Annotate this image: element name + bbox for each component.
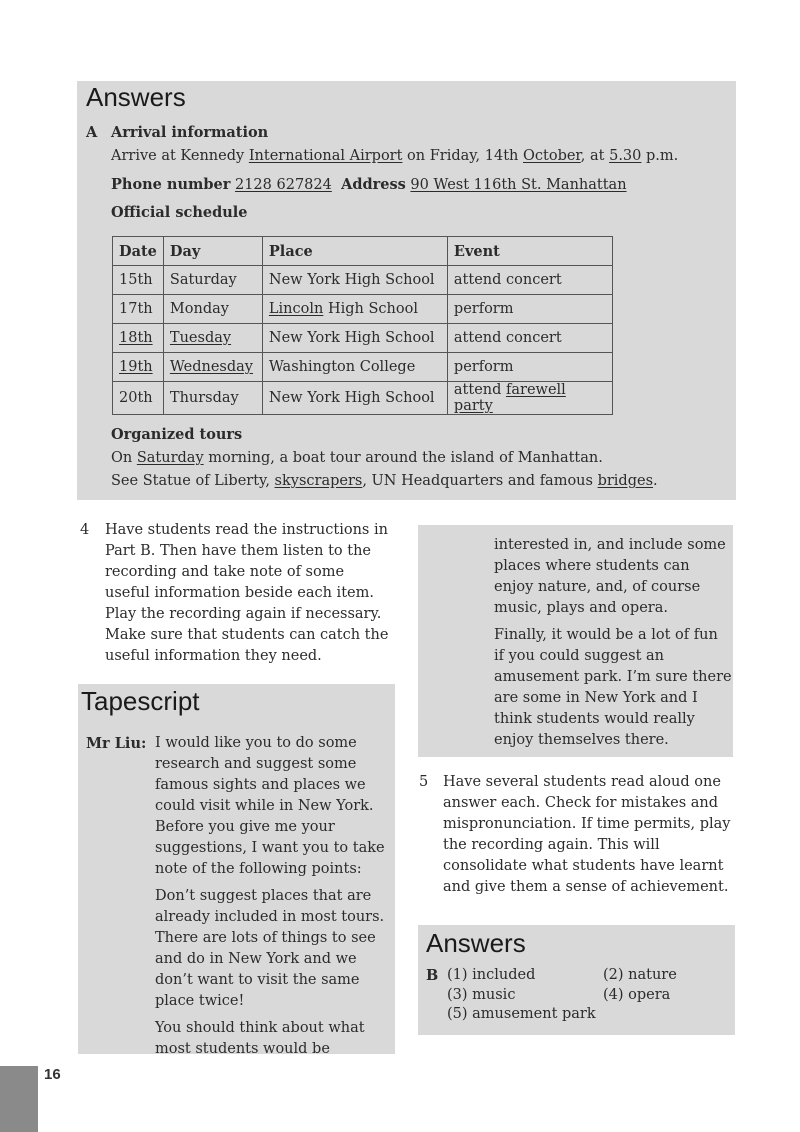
tour1-text-2: morning, a boat tour around the island of Manhattan. <box>203 450 603 466</box>
arrival-text-2: on Friday, 14th <box>402 148 523 164</box>
answers-a-heading: Answers <box>86 82 186 112</box>
table-row <box>113 295 613 324</box>
answers-b-heading: Answers <box>426 928 526 958</box>
answer-item-3: (3) music <box>447 987 516 1003</box>
page-number: 16 <box>44 1066 61 1083</box>
table-row <box>113 266 613 295</box>
answer-item-4: (4) opera <box>603 987 671 1003</box>
cell-event: attend concert <box>447 324 612 353</box>
tour1-day: Saturday <box>136 450 204 466</box>
tour1-text-1: On <box>111 450 137 466</box>
tapescript-para-3: You should think about what most students would be <box>155 1020 365 1057</box>
answer-item-1: (1) included <box>447 967 536 983</box>
tapescript-para-2: Don’t suggest places that are already included in most tours. There are lots of things to see and do in New York and we don’t want to visit the same place twice! <box>155 888 385 1009</box>
event-answer: farewell party <box>453 382 566 414</box>
tapescript-heading: Tapescript <box>81 686 200 716</box>
step4-text: Have students read the instructions in Part B. Then have them listen to the recording and take note of some useful information beside each item. Play the recording again if necessary. Make sure that students can catch the useful information they need. <box>105 522 389 664</box>
answer-item-5: (5) amusement park <box>447 1006 596 1022</box>
tour2-text-3: . <box>653 473 658 489</box>
page-edge-bar <box>0 1066 38 1132</box>
tour2-skyscrapers: skyscrapers <box>274 473 363 489</box>
table-header-row <box>113 237 613 266</box>
arrival-time: 5.30 <box>609 148 642 164</box>
contact-line <box>111 176 627 193</box>
arrival-title: Arrival information <box>111 124 269 141</box>
answers-b-letter: B <box>426 967 439 984</box>
step4-number: 4 <box>80 522 90 538</box>
tapescript-body <box>155 733 395 1060</box>
address-label: Address <box>341 176 406 193</box>
arrival-line <box>111 148 678 164</box>
tour2-text-2: , UN Headquarters and famous <box>362 473 598 489</box>
cell-place: New York High School <box>262 382 447 415</box>
date-answer: 18th <box>119 330 153 346</box>
tapescript-para-1: I would like you to do some research and suggest some famous sights and places we could visit while in New York. Before you give me your suggestions, I want you to take note of the following points: <box>155 735 385 877</box>
date-answer: 19th <box>119 359 153 375</box>
section-letter-a: A <box>86 124 98 141</box>
cell-place <box>262 295 447 324</box>
cell-date: 20th <box>113 382 164 415</box>
step5-text: Have several students read aloud one answer each. Check for mistakes and mispronunciation. If time permits, play the recording again. This will consolidate what students have learnt and give them a sense of achievement. <box>443 774 731 895</box>
header-day: Day <box>163 237 262 266</box>
cell-place: Washington College <box>262 353 447 382</box>
header-date: Date <box>113 237 164 266</box>
cell-place: New York High School <box>262 324 447 353</box>
tour2-text-1: See Statue of Liberty, <box>111 473 275 489</box>
header-event: Event <box>447 237 612 266</box>
event-text: attend <box>453 382 507 398</box>
cell-event: perform <box>447 353 612 382</box>
phone-value: 2128 627824 <box>234 177 332 193</box>
place-answer: Lincoln <box>268 301 324 317</box>
tour2-bridges: bridges <box>597 473 654 489</box>
arrival-text-1: Arrive at Kennedy <box>111 148 249 164</box>
arrival-month: October <box>523 148 581 164</box>
cell-day: Saturday <box>163 266 262 295</box>
table-row <box>113 382 613 415</box>
address-value: 90 West 116th St. Manhattan <box>410 177 627 193</box>
schedule-title: Official schedule <box>111 204 248 221</box>
tour-line-2 <box>111 473 658 489</box>
tapescript-continued-body <box>494 535 732 751</box>
cell-event: perform <box>447 295 612 324</box>
arrival-text-4: p.m. <box>641 148 679 164</box>
cell-day: Thursday <box>163 382 262 415</box>
answer-item-2: (2) nature <box>603 967 677 983</box>
table-row <box>113 324 613 353</box>
cell-place: New York High School <box>262 266 447 295</box>
cell-date <box>113 353 164 382</box>
cell-date: 17th <box>113 295 164 324</box>
phone-label: Phone number <box>111 176 231 193</box>
arrival-airport: International Airport <box>248 148 403 164</box>
cell-day: Monday <box>163 295 262 324</box>
cell-event: attend concert <box>447 266 612 295</box>
arrival-text-3: , at <box>580 148 610 164</box>
day-answer: Wednesday <box>169 359 253 375</box>
step5-number: 5 <box>419 774 429 790</box>
tapescript-cont-1: interested in, and include some places where students can enjoy nature, and, of course music, plays and opera. <box>494 537 726 616</box>
cell-day <box>163 324 262 353</box>
day-answer: Tuesday <box>169 330 232 346</box>
header-place: Place <box>262 237 447 266</box>
place-rest: High School <box>323 301 418 317</box>
tapescript-cont-2: Finally, it would be a lot of fun if you could suggest an amusement park. I’m sure there are some in New York and I think students would really enjoy themselves there. <box>494 627 732 748</box>
table-row <box>113 353 613 382</box>
cell-date: 15th <box>113 266 164 295</box>
cell-event <box>447 382 612 415</box>
official-schedule-table <box>112 236 613 415</box>
cell-date <box>113 324 164 353</box>
cell-day <box>163 353 262 382</box>
speaker-label: Mr Liu: <box>86 735 147 752</box>
tours-title: Organized tours <box>111 426 243 443</box>
tour-line-1 <box>111 450 603 466</box>
